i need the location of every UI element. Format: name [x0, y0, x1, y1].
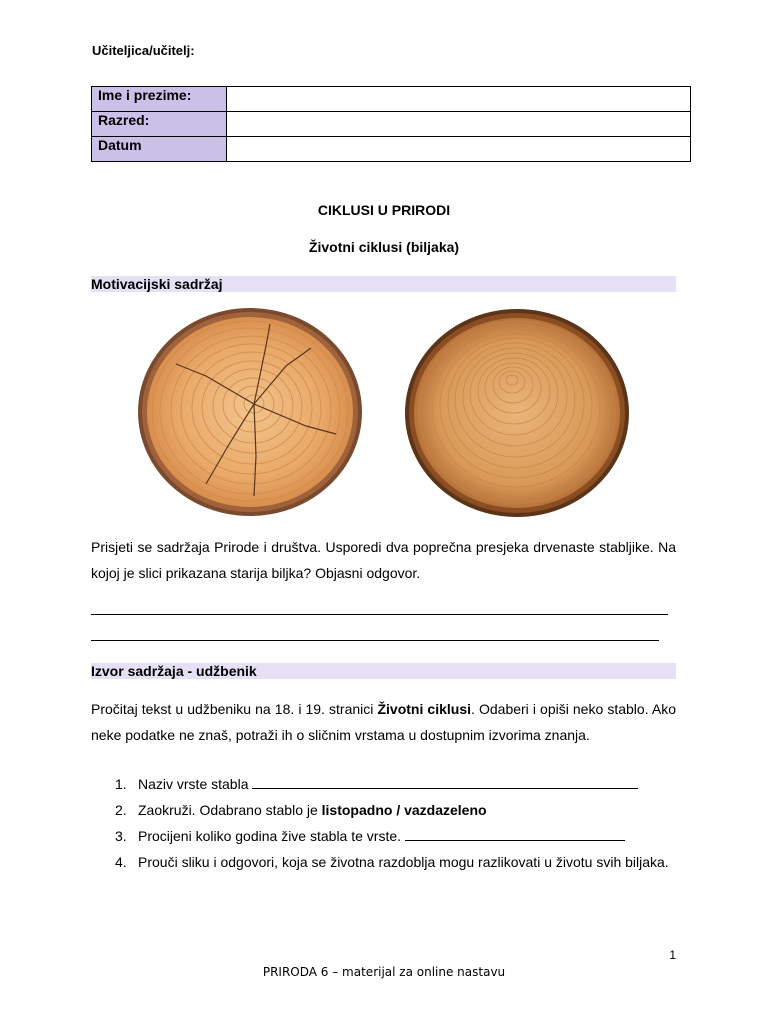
name-label: Ime i prezime: [92, 87, 227, 112]
page-subtitle: Životni ciklusi (biljaka) [308, 239, 460, 255]
page-footer: PRIRODA 6 – materijal za online nastavu [262, 965, 506, 979]
task-bold-options[interactable]: listopadno / vazdazeleno [321, 802, 487, 818]
answer-blank[interactable] [252, 774, 638, 789]
section-heading-motivation: Motivacijski sadržaj [91, 276, 676, 292]
task-text: Procijeni koliko godina žive stabla te vrste. [138, 828, 405, 844]
answer-line[interactable] [91, 614, 668, 615]
wood-slice-young-image [136, 306, 366, 518]
task-number: 4. [115, 854, 127, 870]
list-item [115, 797, 676, 823]
instructions-bold-title: Životni ciklusi [377, 701, 472, 717]
table-row [92, 87, 691, 112]
task-text: Naziv vrste stabla [138, 776, 253, 792]
table-row [92, 137, 691, 162]
instructions-text: Pročitaj tekst u udžbeniku na 18. i 19. stranici [91, 701, 378, 717]
date-field[interactable] [227, 137, 691, 162]
task-number: 1. [115, 776, 127, 792]
answer-blank[interactable] [405, 826, 625, 841]
motivation-question: Prisjeti se sadržaja Prirode i društva. Usporedi dva poprečna presjeka drvenaste stabljike. Na kojoj je slici prikazana starija biljka? Objasni odgovor. [91, 539, 676, 581]
list-item [115, 823, 676, 849]
task-text: Prouči sliku i odgovori, koja se životna razdoblja mogu razlikovati u životu svih biljaka. [138, 854, 669, 870]
instructions-text: . Odaberi i opiši neko stablo. Ako neke podatke ne znaš, potraži ih o sličnim vrstama u dostupnim izvorima znanja. [91, 701, 677, 743]
section-heading-textbook: Izvor sadržaja - udžbenik [91, 663, 676, 679]
student-info-table [91, 86, 691, 162]
textbook-instructions [91, 696, 676, 748]
answer-line[interactable] [91, 640, 659, 641]
page-number: 1 [669, 948, 676, 962]
list-item [115, 771, 676, 797]
wood-slice-old-image [404, 308, 632, 520]
task-number: 3. [115, 828, 127, 844]
teacher-label: Učiteljica/učitelj: [92, 43, 195, 58]
task-number: 2. [115, 802, 127, 818]
list-item [115, 849, 676, 875]
page-title: CIKLUSI U PRIRODI [317, 202, 451, 218]
date-label: Datum [92, 137, 227, 162]
task-text: Zaokruži. Odabrano stablo je [138, 802, 322, 818]
class-field[interactable] [227, 112, 691, 137]
table-row [92, 112, 691, 137]
task-list [91, 771, 676, 875]
name-field[interactable] [227, 87, 691, 112]
class-label: Razred: [92, 112, 227, 137]
